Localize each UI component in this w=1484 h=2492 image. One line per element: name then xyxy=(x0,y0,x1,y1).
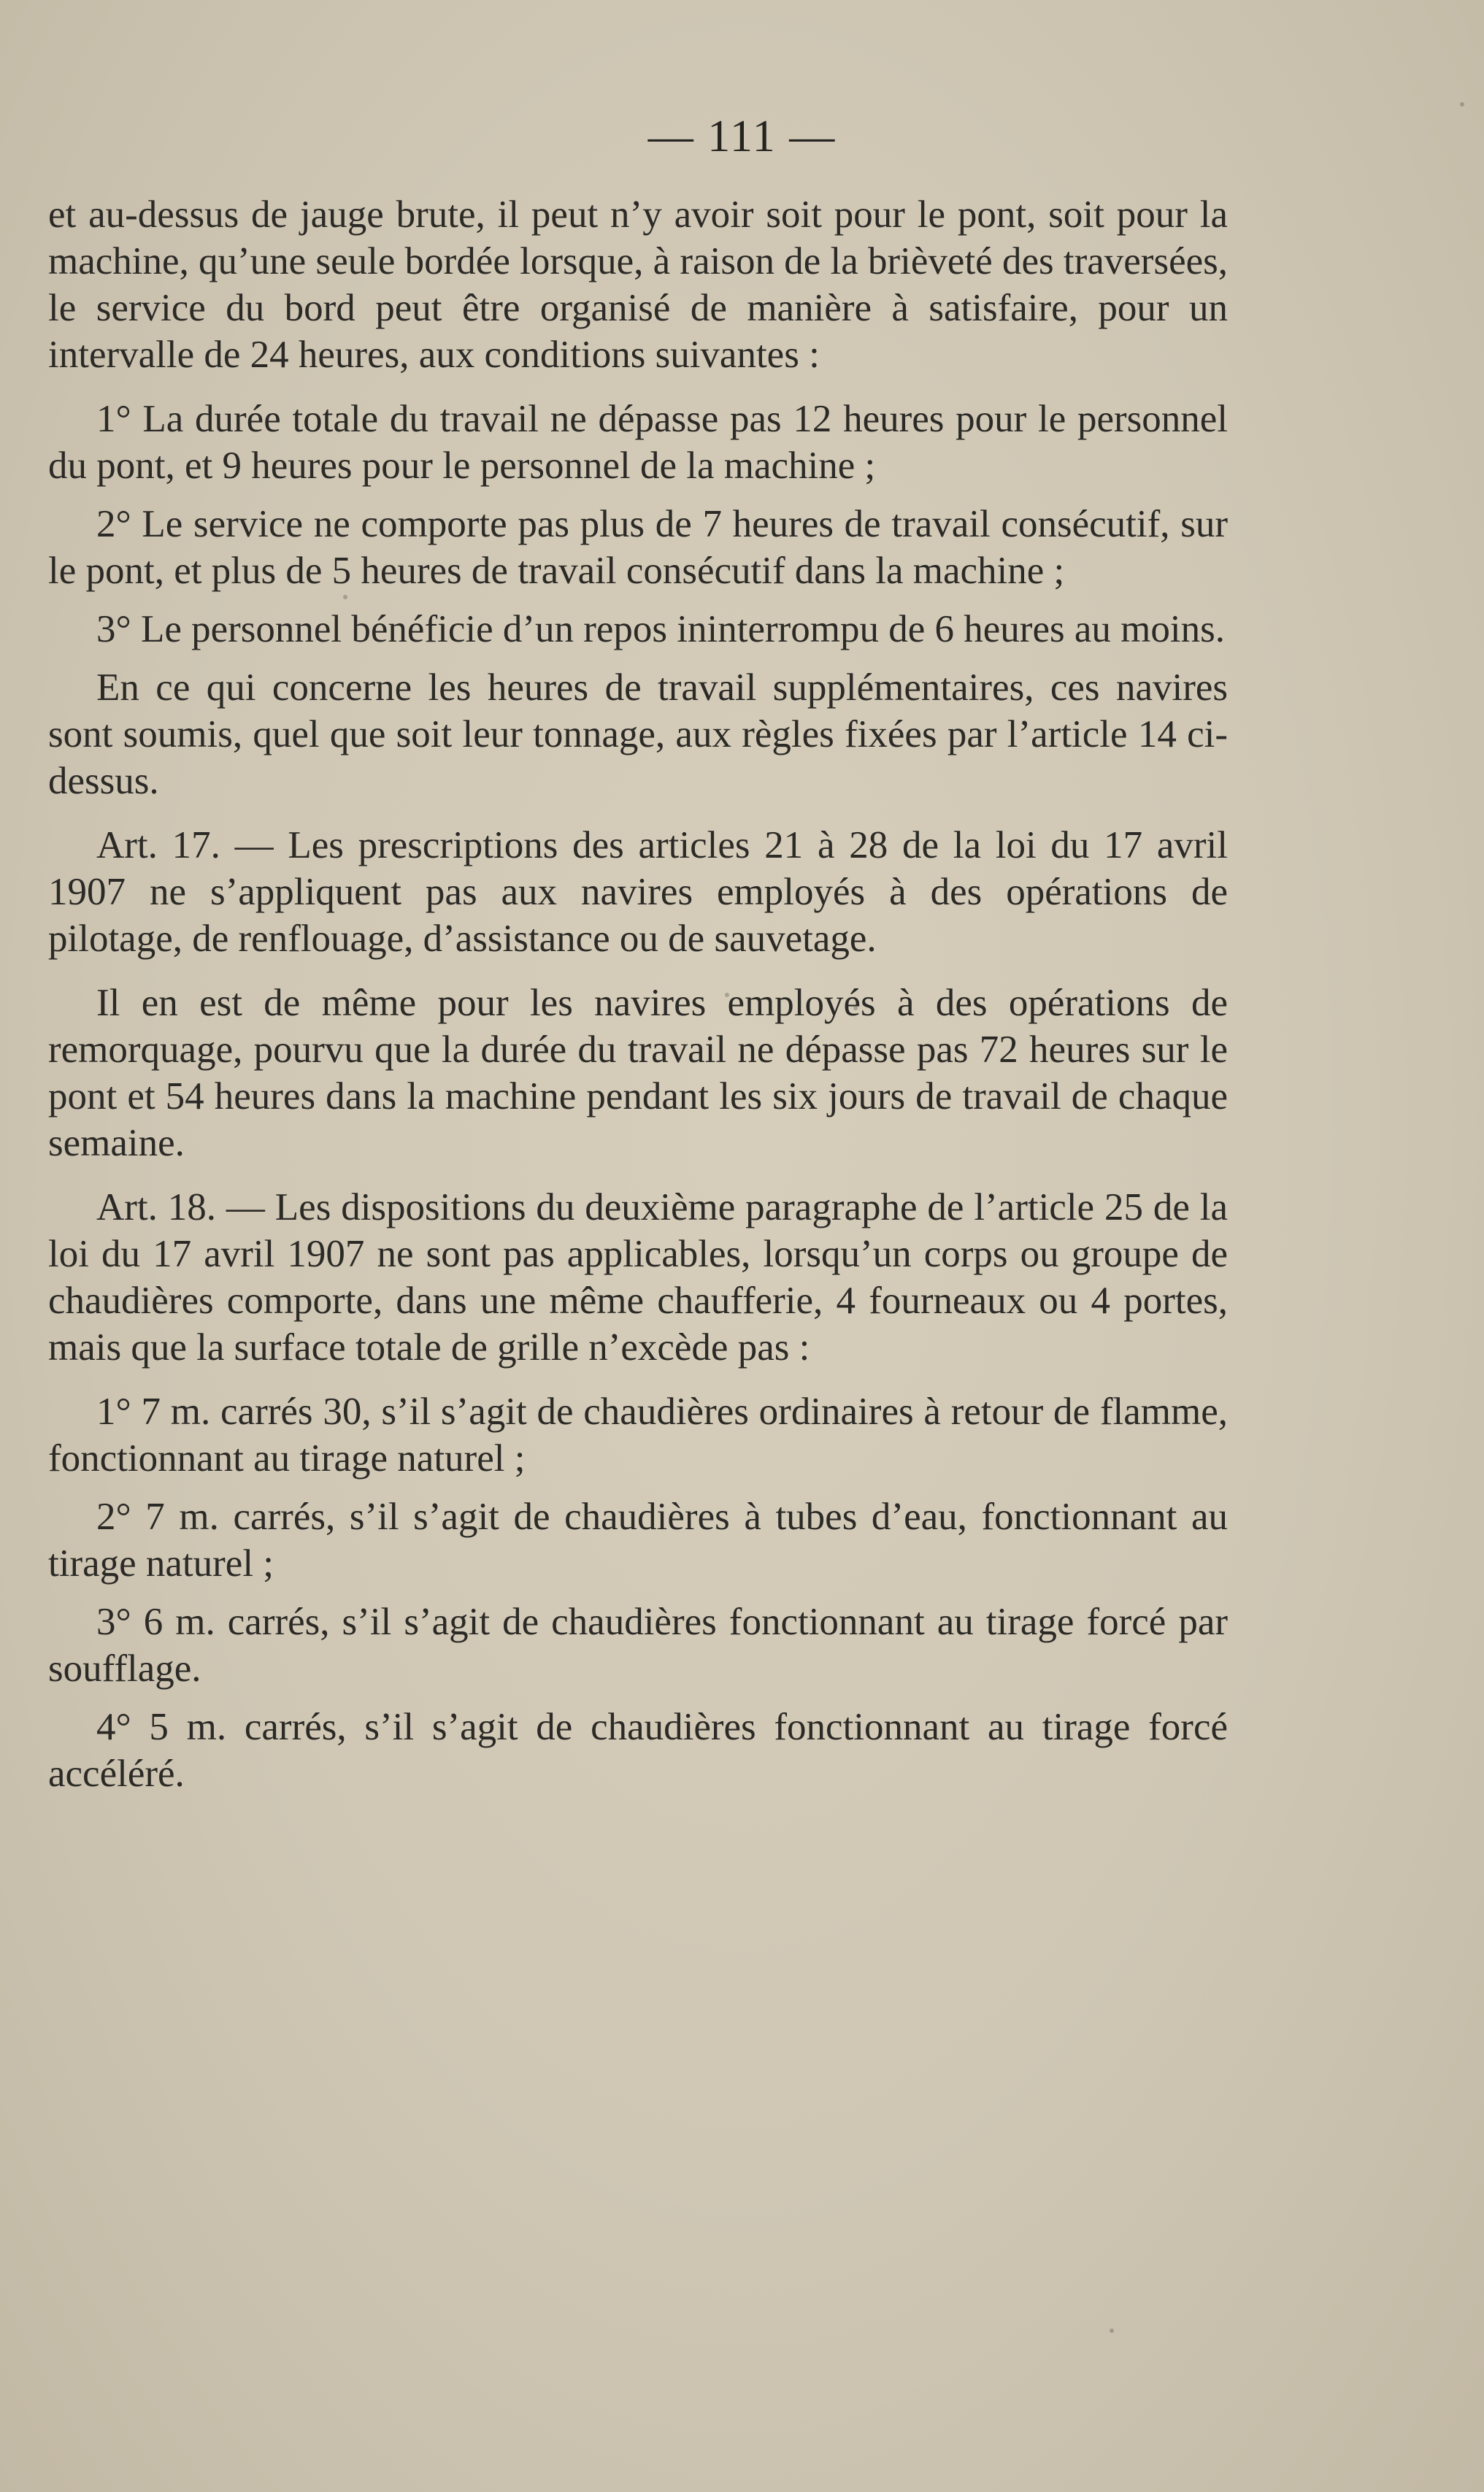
paragraph-grate-4: 4° 5 m. carrés, s’il s’agit de chaudières fonctionnant au tirage forcé accéléré. xyxy=(48,1706,1228,1795)
paper-speck xyxy=(725,993,729,997)
paper-speck xyxy=(343,595,347,599)
paragraph-condition-1: 1° La durée totale du travail ne dépasse pas 12 heures pour le personnel du pont, et 9 heures pour le personnel de la machine ; xyxy=(48,398,1228,487)
paragraph-grate-2: 2° 7 m. carrés, s’il s’agit de chaudières à tubes d’eau, fonctionnant au tirage naturel ; xyxy=(48,1496,1228,1585)
paragraph-grate-3: 3° 6 m. carrés, s’il s’agit de chaudières fonctionnant au tirage forcé par soufflage. xyxy=(48,1601,1228,1690)
paper-speck xyxy=(1460,102,1464,107)
paragraph-grate-1: 1° 7 m. carrés 30, s’il s’agit de chaudières ordinaires à retour de flamme, fonctionnant au tirage naturel ; xyxy=(48,1391,1228,1480)
paragraph-condition-2: 2° Le service ne comporte pas plus de 7 heures de travail consécutif, sur le pont, et plus de 5 heures de travail consécutif dans la machine ; xyxy=(48,503,1228,592)
paragraph-towing: Il en est de même pour les navires employés à des opérations de remorquage, pourvu que la durée du travail ne dépasse pas 72 heures sur le pont et 54 heures dans la machine pendant les six jours de travail de chaque semaine. xyxy=(48,982,1228,1164)
body-text xyxy=(48,191,1228,1809)
paragraph-condition-3: 3° Le personnel bénéficie d’un repos ininterrompu de 6 heures au moins. xyxy=(96,608,1225,650)
paragraph-overtime: En ce qui concerne les heures de travail supplémentaires, ces navires sont soumis, quel que soit leur tonnage, aux règles fixées par l’article 14 ci-dessus. xyxy=(48,666,1228,802)
paragraph-article-18: Art. 18. — Les dispositions du deuxième paragraphe de l’article 25 de la loi du 17 avril 1907 ne sont pas applicables, lorsqu’un corps ou groupe de chaudières comporte, dans une même chaufferie, 4 fourneaux ou 4 portes, mais que la surface totale de grille n’excède pas : xyxy=(48,1186,1228,1369)
page-number: — 111 — xyxy=(647,112,837,161)
paragraph-article-17: Art. 17. — Les prescriptions des articles 21 à 28 de la loi du 17 avril 1907 ne s’appliquent pas aux navires employés à des opérations de pilotage, de renflouage, d’assistance ou de sauvetage. xyxy=(48,824,1228,960)
paragraph-intro-continuation: et au-dessus de jauge brute, il peut n’y avoir soit pour le pont, soit pour la machine, qu’une seule bordée lorsque, à raison de la brièveté des traversées, le service du bord peut être organisé de manière à satisfaire, pour un intervalle de 24 heures, aux conditions suivantes : xyxy=(48,193,1228,376)
paper-speck xyxy=(1110,2328,1114,2333)
paper-speck xyxy=(853,1006,858,1010)
